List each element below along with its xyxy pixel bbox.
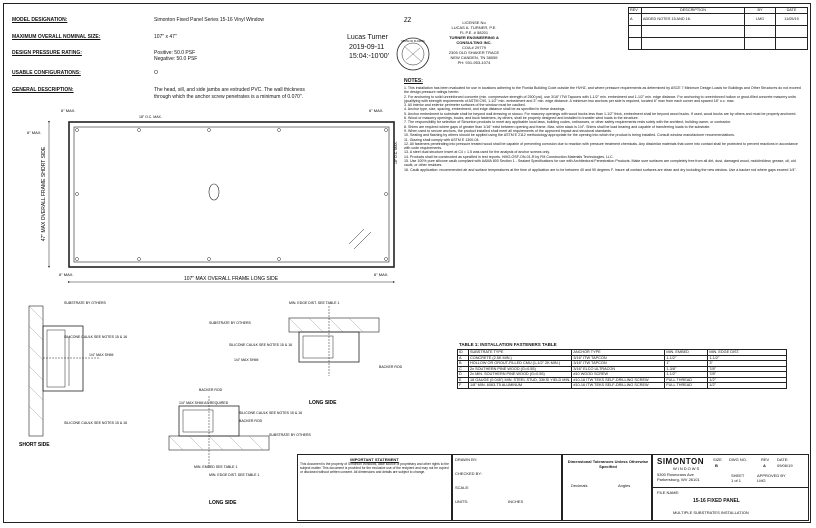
dim-left: 6" MAX. xyxy=(27,130,42,135)
substrate-label: SUBSTRATE BY OTHERS xyxy=(269,433,311,437)
checked-label: CHECKED BY: xyxy=(455,471,482,476)
fastener-table-title: TABLE 1: INSTALLATION FASTENERS TABLE xyxy=(459,342,557,347)
signer-date: 2019-09-11 xyxy=(349,44,385,51)
fastener-cell: 3/16" ITW TAPCON xyxy=(572,361,665,367)
long-side-section xyxy=(289,306,379,376)
date-label: DATE: xyxy=(777,457,789,462)
fastener-cell: 1-3/8" xyxy=(665,366,708,372)
note-item: 9. When used to secure anchors, the product installed shall meet all requirements of the approved impact and structural standards. xyxy=(404,128,612,133)
revision-header: REV xyxy=(629,8,642,14)
max-shim-label: 1/4" MAX SHIM xyxy=(234,358,259,362)
model-value: Simonton Fixed Panel Series 15-16 Vinyl Window xyxy=(154,17,264,23)
revision-cell xyxy=(629,25,642,37)
pressure-positive: Positive: 50.0 PSF xyxy=(154,50,196,56)
rev-label: REV xyxy=(761,457,770,462)
revision-cell xyxy=(745,25,776,37)
window-elevation xyxy=(19,104,414,294)
pressure-negative: Negative: 50.0 PSF xyxy=(154,56,198,62)
note-item: 1. This installation has been evaluated for use in locations adhering to the Florida Building Code outside the HVHZ, and where pressure requirements as determined by ASCE 7 Minimum Design Loads for Buildings and Other Structures do not exceed the design pressure ratings herein. xyxy=(404,86,801,95)
fastener-header: ANCHOR TYPE xyxy=(572,350,665,356)
substrate-label: SUBSTRATE BY OTHERS xyxy=(64,301,106,305)
revision-row xyxy=(629,13,808,25)
long-side-lower-section xyxy=(169,396,269,466)
drawing-sheet xyxy=(3,3,811,523)
engineer-line: PH: 931-953-1074 xyxy=(457,60,491,65)
engineer-line: 2305 OLD SHAKER TRACE xyxy=(448,50,500,55)
general-value-1: The head, sill, and side jambs are extruded PVC. The wall thickness xyxy=(154,87,305,93)
engineer-line: COA # 29779 xyxy=(461,45,487,50)
revision-cell xyxy=(642,37,745,49)
backer-rod-label: BACKER ROD xyxy=(239,419,263,423)
fastener-cell: 1-1/2" xyxy=(665,355,708,361)
revision-cell xyxy=(642,25,745,37)
silicone-caulk-label: SILICONE CAULK SEE NOTES 15 & 16 xyxy=(64,335,128,339)
note-item: 4. Anchor type, size, spacing, embedment, and edge distance shall be as specified in these drawings. xyxy=(404,107,566,112)
brand-logo: SIMONTON xyxy=(657,457,704,466)
fastener-cell: 3/16" ITW TAPCON xyxy=(572,355,665,361)
revision-header: DATE xyxy=(776,8,808,14)
long-side-label: LONG SIDE xyxy=(209,500,237,506)
frame-inner xyxy=(74,127,389,262)
short-side-label: SHORT SIDE xyxy=(19,442,50,448)
disclaimer-title: IMPORTANT STATEMENT xyxy=(350,457,399,462)
max-shim-label: 1/4" MAX SHIM xyxy=(89,353,114,357)
revision-cell xyxy=(776,37,808,49)
model-label: MODEL DESIGNATION: xyxy=(12,17,68,23)
fastener-cell: FULL THREAD xyxy=(665,377,708,383)
rev-value: A xyxy=(763,463,766,468)
revision-cell: LMG xyxy=(745,13,776,25)
dwg-label: DWG NO. xyxy=(729,457,747,462)
drawing-title: 15-16 FIXED PANEL xyxy=(693,498,740,504)
fastener-header: MIN. EMBED xyxy=(665,350,708,356)
height-label: 47" MAX OVERALL FRAME SHORT SIDE xyxy=(41,146,47,242)
fastener-cell: 1/2" xyxy=(708,383,787,389)
dim-bottom-right: 6" MAX. xyxy=(374,272,389,277)
label-mark xyxy=(209,184,219,200)
general-label: GENERAL DESCRIPTION: xyxy=(12,87,74,93)
engineer-line: FL P.E. # 58201 xyxy=(459,30,489,35)
edge-dist-label: MIN. EDGE DIST. SEE TABLE 1 xyxy=(209,473,260,477)
silicone-caulk-label: SILICONE CAULK SEE NOTES 15 & 16 xyxy=(239,411,303,415)
fastener-cell: 1/8" MIN. 6063-T5 ALUMINUM xyxy=(469,383,572,389)
signer-name: Lucas Turner xyxy=(347,34,388,41)
note-item: 3. All interior and exterior perimeter surfaces of the window must be caulked. xyxy=(404,103,526,108)
note-item: 13. A steel dual structure Insert at C4 = 1.5 was used for the analysis of anchor screws only. xyxy=(404,150,550,155)
note-item: 5. Anchor embedment to substrate shall be beyond wall dressing or stucco. For masonry openings with wood bucks less than 1-1/2" thick, embedment shall be beyond wood bucks. If used, wood bucks are by others and must be properly anchored. xyxy=(404,111,797,116)
backer-rod-label: BACKER ROD xyxy=(379,365,403,369)
notes-title: NOTES: xyxy=(404,78,423,84)
note-item: 2. For anchoring to solid unreinforced concrete (min. compressive strength of 2500 psi), use 3/16" ITW Tapcons with 1-1/2" min. embedment and 1-1/2" min. edge distance. For anchoring to unreinforced hollow or grout-filled concrete masonry units (qualifying with strength requirements of ASTM C90, 1-1/2" min. embedment and 3" min. edge distance. A minimum two anchors per side is required, located 6" max from each corner and spaced 18" o.c. max. xyxy=(404,94,796,103)
revision-row xyxy=(629,37,808,49)
long-side-label: LONG SIDE xyxy=(309,400,337,406)
silicone-caulk-label: SILICONE CAULK SEE NOTES 15 & 16 xyxy=(229,343,293,347)
size-value: B xyxy=(715,463,718,468)
fastener-cell: 3/16" ELCO ULTRACON xyxy=(572,366,665,372)
engineer-line: LUCAS A. TURNER, P.E. xyxy=(451,25,497,30)
fastener-cell: #10 WOOD SCREW xyxy=(572,372,665,378)
note-item: 7. The responsibility for selection of Simonton products to meet any applicable local laws, building codes, ordinances, or other safety requirements rests solely with the architect, building owner, or contractor. xyxy=(404,120,732,125)
revision-cell: 11/05/19 xyxy=(776,13,808,25)
file-label: FILE NAME: xyxy=(657,490,680,495)
glass-hatch xyxy=(349,229,371,249)
svg-text:ZZ: ZZ xyxy=(404,18,412,24)
short-side-section xyxy=(29,306,99,436)
revision-header: DESCRIPTION xyxy=(642,8,745,14)
fastener-cell: C xyxy=(458,366,469,372)
date-value: 09/06/19 xyxy=(777,463,793,468)
fastener-cell: 1-1/2" xyxy=(665,372,708,378)
brand-box xyxy=(652,454,809,521)
general-value-2: through which the anchor screw penetrates is a minimum of 0.070". xyxy=(154,94,304,100)
note-item: 12. All fasteners penetrating into pressure treated wood shall be capable of preventing corrosion due to reaction with pressure treatment chemicals. Any dissimilar materials that come into contact shall be protected to prevent reactions in accordance with code requirements. xyxy=(404,141,798,151)
frame-outer xyxy=(69,122,394,267)
note-item: 10. Sealing and flashing by others should be applied using the ASTM E 2112 methodology appropriate for the opening into which the product is being installed. Consult window manufacturer recommendations. xyxy=(404,133,735,138)
anchor-points xyxy=(76,129,388,261)
address-line: 5300 Rosecrans Ave xyxy=(657,472,694,477)
sheet-label: SHEET xyxy=(731,473,745,478)
engineer-line: CONSULTING INC. xyxy=(456,40,492,45)
fastener-cell: 1/2" xyxy=(708,377,787,383)
approved-value: LMG xyxy=(757,478,766,483)
revision-cell xyxy=(629,37,642,49)
fastener-cell: #10-16 ITW TEKS SELF-DRILLING SCREW xyxy=(572,383,665,389)
silicone-caulk-label: SILICONE CAULK SEE NOTES 15 & 16 xyxy=(64,421,128,425)
engineer-line: NEW CANDEN, TN 38059 xyxy=(450,55,498,60)
fastener-cell: 2x SOUTHERN PINE WOOD (G=0.55) xyxy=(469,366,572,372)
revision-cell xyxy=(776,25,808,37)
dim-top: 6" MAX. xyxy=(61,108,76,113)
approved-label: APPROVED BY xyxy=(757,473,786,478)
units-value: INCHES xyxy=(508,499,524,504)
tolerance-box xyxy=(562,454,652,521)
address-line: Parkersburg, WV 26101 xyxy=(657,477,700,482)
disclaimer-box xyxy=(297,454,452,521)
note-item: 8. Shims are required where gaps of greater than 1/16" exist between opening and frame. Max. shim stack is 1/4". Shims shall be load bearing and capable of transferring loads to the substrate. xyxy=(404,124,711,129)
fastener-cell: A xyxy=(458,355,469,361)
note-item: 14. Products shall be constructed as specified in test reports. HMO-OSF-ON-01-R by FM Construction Materials Technologies, LLC. xyxy=(404,154,614,159)
units-label: UNITS: xyxy=(455,499,469,504)
note-item: 16. Caulk application: recommended air and surface temperatures at the time of application are to be between 40 and 90 degrees F. Insure all contact surfaces are clean and dry including the new window. Use a backer rod where gaps exceed 1/4". xyxy=(404,167,797,172)
decimals-label: Decimals xyxy=(571,483,588,488)
angles-label: Angles xyxy=(618,483,631,488)
sheet-value: 1 of 1 xyxy=(731,478,742,483)
revision-cell xyxy=(745,37,776,49)
dim-right: 6" MAX. xyxy=(369,108,384,113)
fastener-row xyxy=(458,383,787,389)
substrate-label: SUBSTRATE BY OTHERS xyxy=(209,321,251,325)
engineer-seal xyxy=(394,16,432,76)
dim-bottom-left: 6" MAX. xyxy=(59,272,74,277)
fastener-table xyxy=(457,349,787,389)
size-label: SIZE xyxy=(713,457,722,462)
fastener-cell: E xyxy=(458,377,469,383)
fastener-cell: 1-1/2" xyxy=(708,355,787,361)
engineer-info xyxy=(441,20,507,65)
fastener-cell: 2x MIN. SOUTHERN PINE WOOD (G=0.55) xyxy=(469,372,572,378)
divider xyxy=(653,487,808,488)
note-item: 15. Use 100% pure silicone caulk compliant with AAMA 800 Section 1 - Sealant Specifications for use with Architectural Fenestration Products. Make sure surfaces are completely free from all dirt, dust, damaged wood, mold/mildew, grease, oil, old caulk, or other residues. xyxy=(404,159,796,168)
size-value: 107" x 47" xyxy=(154,34,177,40)
size-label: MAXIMUM OVERALL NOMINAL SIZE: xyxy=(12,34,101,40)
fastener-cell: 18 GAUGE (0.045") MIN. STEEL STUD, 33KSI YIELD MIN. xyxy=(470,377,571,382)
drawn-box xyxy=(452,454,562,521)
revision-cell: A xyxy=(629,13,642,25)
pressure-label: DESIGN PRESSURE RATING: xyxy=(12,50,82,56)
signer-time: 15:04:-10'00' xyxy=(349,53,390,60)
note-item: 11. Glazing shall comply with ASTM E 1300-04. xyxy=(404,137,480,142)
drawn-by-label: DRAWN BY: xyxy=(455,457,478,462)
fastener-cell: FULL THREAD xyxy=(665,383,708,389)
note-item: 6. Wood or masonry openings, bucks, and buck fasteners, by others, shall be properly designed and installed to transfer wind loads to the structure. xyxy=(404,116,639,121)
notes-list xyxy=(404,86,804,306)
tolerance-title: Dimensional Tolerances Unless Otherwise Specified xyxy=(567,459,649,469)
fastener-cell: CONCRETE (2.5K MIN.) xyxy=(469,355,572,361)
fastener-cell: 7/8" xyxy=(708,372,787,378)
revision-row xyxy=(629,25,808,37)
revision-header: BY xyxy=(745,8,776,14)
fastener-cell: 7/8" xyxy=(708,366,787,372)
fastener-cell: D xyxy=(458,372,469,378)
fastener-cell: HOLLOW OR GROUT-FILLED CMU (1-1/2" 2K MIN.) xyxy=(469,361,572,367)
backer-rod-label: BACKER ROD xyxy=(199,388,223,392)
edge-dist-label: MIN. EDGE DIST. SEE TABLE 1 xyxy=(289,301,340,305)
fastener-cell: 3" xyxy=(708,361,787,367)
max-shim-label: 1/4" MAX SHIM AS REQUIRED xyxy=(179,401,229,405)
engineer-line: TURNER ENGINEERING & xyxy=(449,35,499,40)
spacing-side: 18" O.C. MAX. xyxy=(394,141,398,164)
embed-label: MIN. EMBED SEE TABLE 1 xyxy=(194,465,238,469)
revision-table xyxy=(628,7,808,50)
fastener-header: SUBSTRATE TYPE xyxy=(469,350,572,356)
spacing-top: 18" O.C. MAX. xyxy=(139,115,162,119)
scale-label: SCALE: xyxy=(455,485,470,490)
seal-text: STATE OF FLORIDA xyxy=(401,40,425,43)
drawing-subtitle: MULTIPLE SUBSTRATES INSTALLATION xyxy=(673,510,749,515)
fastener-cell: 1" xyxy=(665,361,708,367)
usable-value: O xyxy=(154,70,158,76)
revision-cell: ADDED NOTES 15 AND 16. xyxy=(642,13,745,25)
usable-label: USABLE CONFIGURATIONS: xyxy=(12,70,81,76)
fastener-cell: F xyxy=(458,383,469,389)
engineer-line: LICENSE No xyxy=(462,20,486,25)
fastener-header: MIN. EDGE DIST. xyxy=(708,350,787,356)
fastener-cell: B xyxy=(458,361,469,367)
width-label: 107" MAX OVERALL FRAME LONG SIDE xyxy=(183,276,279,282)
disclaimer-text: This document is the property of Simonton Windows, alike source of proprietary and other rights to the subject matter. This document is provided for the exclusive use of the recipient and may not be copied or disclosed without written consent. All dimensions and details are subject to change. xyxy=(300,462,449,474)
brand-sub: WINDOWS xyxy=(673,466,701,471)
fastener-cell: #10-16 ITW TEKS SELF-DRILLING SCREW xyxy=(572,377,665,383)
fastener-header: ID xyxy=(458,350,469,356)
